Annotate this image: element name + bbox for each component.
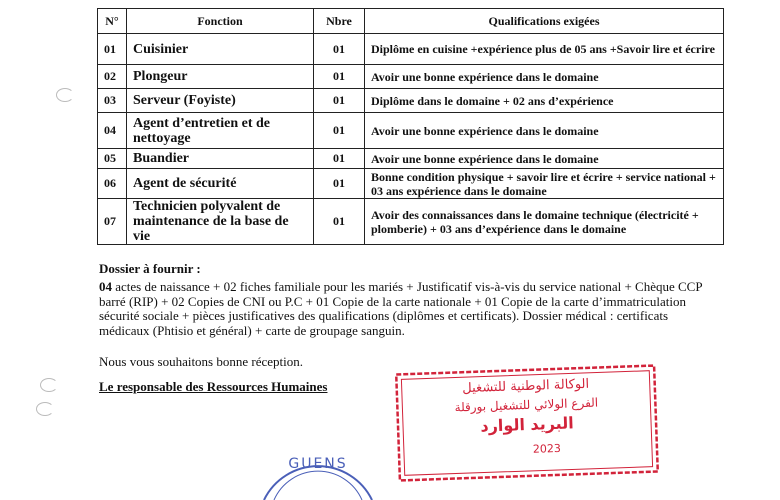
row-qualifications: Avoir une bonne expérience dans le domaine xyxy=(365,65,724,89)
row-count: 01 xyxy=(314,89,365,113)
row-qualifications: Diplôme en cuisine +expérience plus de 05 ans +Savoir lire et écrire xyxy=(365,34,724,65)
stamp-agency-name: الوكالة الوطنية للتشغيل xyxy=(462,376,590,397)
header-function: Fonction xyxy=(127,9,314,34)
reception-stamp xyxy=(394,363,660,482)
row-qualifications: Avoir une bonne expérience dans le domaine xyxy=(365,149,724,169)
table-row xyxy=(98,65,724,89)
stamp-date: 2023 xyxy=(532,441,562,456)
row-num: 06 xyxy=(98,169,127,199)
company-round-stamp xyxy=(258,440,378,500)
closing-line: Nous vous souhaitons bonne réception. xyxy=(99,354,304,369)
row-qualifications: Diplôme dans le domaine + 02 ans d’expérience xyxy=(365,89,724,113)
row-qualifications: Bonne condition physique + savoir lire et écrire + service national + 03 ans expérience dans le domaine xyxy=(365,169,724,199)
header-count: Nbre xyxy=(314,9,365,34)
row-count: 01 xyxy=(314,149,365,169)
table-row xyxy=(98,113,724,149)
dossier-list-text: actes de naissance + 02 fiches familiale pour les mariés + Justificatif vis-à-vis du service national + Chèque CCP barré (RIP) + 02 Copies de CNI ou P.C + 01 Copie de la carte nationale + 01 Copie de la carte d’immatriculation sécurité sociale + pièces justificatives des qualifications (diplômes et certificats). Dossier médical : certificats médicaux (Phtisio et général) + carte de groupage sanguin. xyxy=(99,279,703,338)
punch-hole-mark xyxy=(56,88,74,102)
row-function: Cuisinier xyxy=(127,34,314,65)
row-num: 04 xyxy=(98,113,127,149)
signature-title: Le responsable des Ressources Humaines xyxy=(99,379,328,394)
table-row xyxy=(98,149,724,169)
dossier-heading: Dossier à fournir : xyxy=(99,261,201,276)
stamp-branch-name: الفرع الولائي للتشغيل بورقلة xyxy=(454,395,599,415)
dossier-requirements xyxy=(99,280,719,338)
row-num: 03 xyxy=(98,89,127,113)
row-function: Plongeur xyxy=(127,65,314,89)
punch-hole-mark xyxy=(40,378,58,392)
row-function: Buandier xyxy=(127,149,314,169)
row-count: 01 xyxy=(314,113,365,149)
row-num: 05 xyxy=(98,149,127,169)
table-row xyxy=(98,169,724,199)
row-function: Agent d’entretien et de nettoyage xyxy=(127,113,314,149)
row-count: 01 xyxy=(314,199,365,245)
stamp-incoming-mail: البريد الوارد xyxy=(480,413,574,436)
row-count: 01 xyxy=(314,65,365,89)
header-qualifications: Qualifications exigées xyxy=(365,9,724,34)
header-num: N° xyxy=(98,9,127,34)
row-num: 01 xyxy=(98,34,127,65)
row-function: Technicien polyvalent de maintenance de la base de vie xyxy=(127,199,314,245)
row-count: 01 xyxy=(314,34,365,65)
row-qualifications: Avoir des connaissances dans le domaine technique (électricité + plomberie) + 03 ans d’expérience dans le domaine xyxy=(365,199,724,245)
dossier-lead-count: 04 xyxy=(99,279,112,294)
row-num: 07 xyxy=(98,199,127,245)
row-function: Agent de sécurité xyxy=(127,169,314,199)
table-row xyxy=(98,34,724,65)
job-positions-table xyxy=(97,8,724,245)
row-num: 02 xyxy=(98,65,127,89)
table-row xyxy=(98,199,724,245)
row-qualifications: Avoir une bonne expérience dans le domaine xyxy=(365,113,724,149)
table-header-row xyxy=(98,9,724,34)
stamp-company-text: GUENS xyxy=(288,456,348,472)
row-count: 01 xyxy=(314,169,365,199)
punch-hole-mark xyxy=(36,402,54,416)
row-function: Serveur (Foyiste) xyxy=(127,89,314,113)
table-row xyxy=(98,89,724,113)
